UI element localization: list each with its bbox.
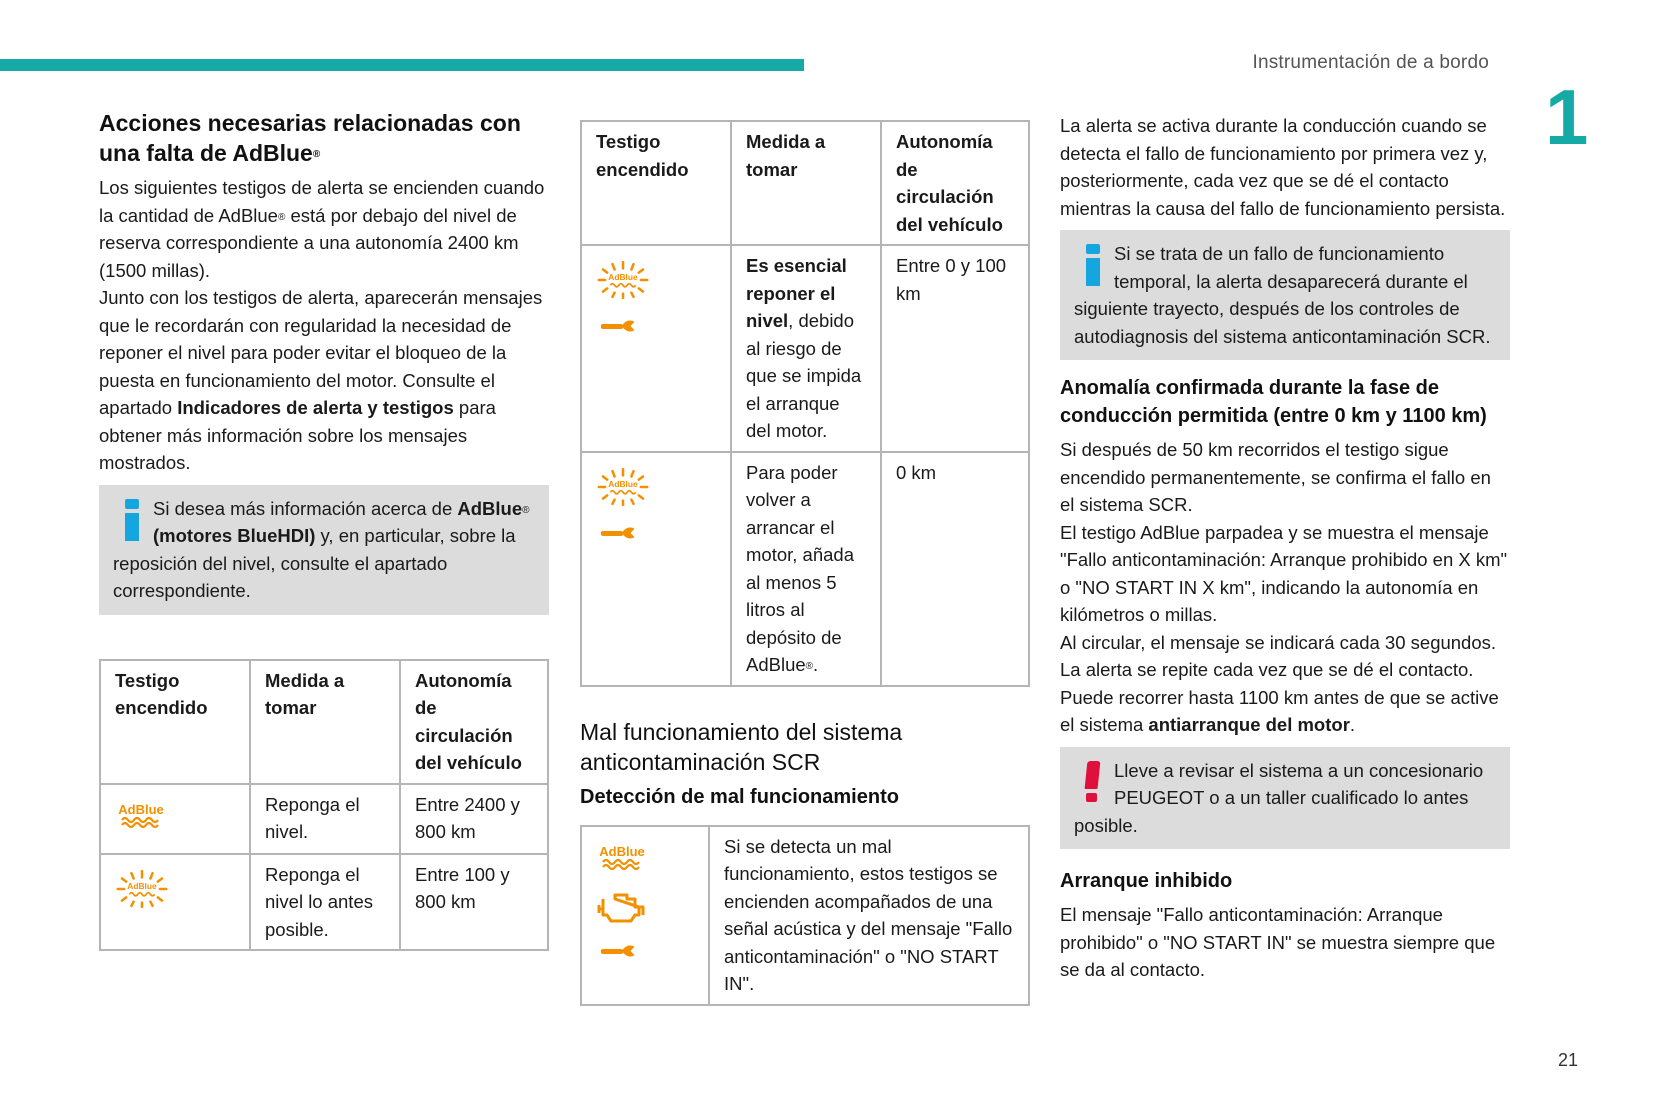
paragraph-confirmed: Si después de 50 km recorridos el testigo sigue encendido permanentemente, se confirma el fallo en el sistema SCR. [1060, 439, 1491, 515]
info-icon [1074, 240, 1114, 292]
section-title-adblue-actions: Acciones necesarias relacionadas con una falta de AdBlue® [99, 110, 521, 166]
paragraph-interval: Al circular, el mensaje se indicará cada 30 segundos. [1060, 631, 1497, 653]
paragraph-alert-activation: La alerta se activa durante la conducción cuando se detecta el fallo de funcionamiento por primera vez y, posteriormente, cada vez que se dé el contacto mientras la causa del fallo de funcionamiento persista. [1060, 115, 1506, 219]
table-header: Testigo encendido [581, 121, 731, 245]
table-header: Medida a tomar [250, 660, 400, 784]
adblue-critical-table [580, 120, 1030, 687]
adblue-icon [115, 799, 167, 829]
adblue-flashing-icon [596, 467, 650, 507]
info-note-temporary: Si se trata de un fallo de funcionamiento temporal, la alerta desaparecerá durante el siguiente trayecto, después de los controles de autodiagnosis del sistema anticontaminación SCR. [1060, 230, 1510, 360]
service-wrench-icon [596, 314, 638, 338]
table-row: Para poder volver a arrancar el motor, añada al menos 5 litros al depósito de AdBlue®. 0 km [581, 452, 1029, 686]
paragraph-inhibited: El mensaje "Fallo anticontaminación: Arranque prohibido" o "NO START IN" se muestra siempre que se da al contacto. [1060, 904, 1496, 980]
heading-anomaly-confirmed: Anomalía confirmada durante la fase de conducción permitida (entre 0 km y 1100 km) [1060, 377, 1487, 427]
paragraph-distance: Puede recorrer hasta 1100 km antes de que se active el sistema antiarranque del motor. [1060, 686, 1499, 735]
service-wrench-icon [596, 521, 638, 545]
info-note-adblue: Si desea más información acerca de AdBlue® (motores BlueHDI) y, en particular, sobre la reposición del nivel, consulte el apartado correspondiente. [99, 485, 549, 615]
chapter-accent-bar [0, 59, 804, 71]
paragraph-adblue-warning: Los siguientes testigos de alerta se encienden cuando la cantidad de AdBlue® está por debajo del nivel de reserva correspondiente a una autonomía 2400 km (1500 millas). [99, 177, 545, 281]
section-title-scr: Mal funcionamiento del sistema anticontaminación SCR [580, 718, 903, 775]
table-header: Testigo encendido [100, 660, 250, 784]
engine-check-icon [596, 885, 648, 925]
subsection-title-detection: Detección de mal funcionamiento [580, 785, 899, 808]
table-row: Reponga el nivel. Entre 2400 y 800 km [100, 784, 548, 854]
table-row: Si se detecta un mal funcionamiento, estos testigos se encienden acompañados de una señal acústica y del mensaje "Fallo anticontaminación" o "NO START IN". [581, 826, 1029, 1005]
exclamation-icon [1074, 757, 1114, 809]
adblue-flashing-icon [596, 260, 650, 300]
paragraph-blinking: El testigo AdBlue parpadea y se muestra el mensaje "Fallo anticontaminación: Arranque prohibido en X km" o "NO START IN X km", indicando la autonomía en kilómetros o millas. [1060, 521, 1508, 625]
adblue-flashing-icon [115, 869, 169, 909]
info-icon [113, 495, 153, 547]
table-header: Autonomía de circulación del vehículo [881, 121, 1029, 245]
table-header: Medida a tomar [731, 121, 881, 245]
column-middle [580, 120, 1030, 1006]
table-header: Autonomía de circulación del vehículo [400, 660, 548, 784]
column-left [99, 108, 549, 951]
page-number: 21 [1558, 1050, 1579, 1070]
warning-note-dealer: Lleve a revisar el sistema a un concesionario PEUGEOT o a un taller cualificado lo antes posible. [1060, 747, 1510, 850]
chapter-number: 1 [1545, 73, 1589, 161]
table-row: Reponga el nivel lo antes posible. Entre 100 y 800 km [100, 854, 548, 951]
paragraph-adblue-messages: Junto con los testigos de alerta, aparecerán mensajes que le recordarán con regularidad la necesidad de reponer el nivel para poder evitar el bloqueo de la puesta en funcionamiento del motor. Consulte el apartado Indicadores de alerta y testigos para obtener más información sobre los mensajes mostrados. [99, 287, 543, 473]
service-wrench-icon [596, 939, 638, 963]
running-header: Instrumentación de a bordo [1252, 52, 1489, 73]
paragraph-repeat: La alerta se repite cada vez que se dé el contacto. [1060, 659, 1474, 680]
adblue-icon [596, 841, 648, 871]
table-row: Es esencial reponer el nivel, debido al riesgo de que se impida el arranque del motor. Entre 0 y 100 km [581, 245, 1029, 452]
heading-start-inhibited: Arranque inhibido [1060, 870, 1233, 892]
column-right [1060, 112, 1510, 984]
detection-table [580, 825, 1030, 1006]
adblue-warning-table [99, 659, 549, 952]
